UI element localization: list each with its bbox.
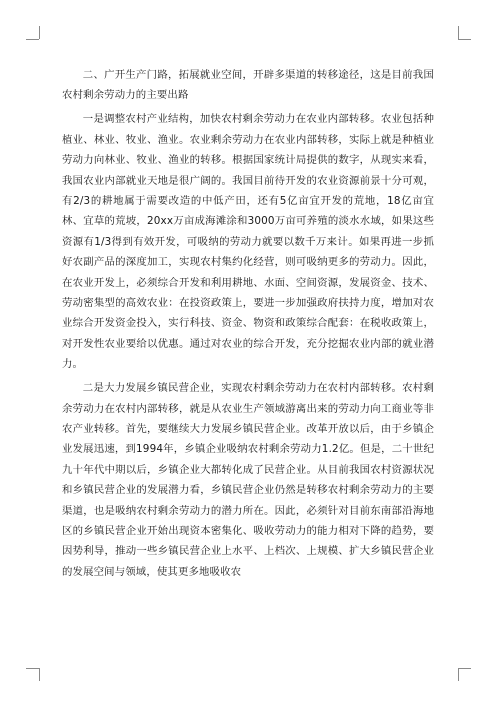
document-body bbox=[62, 65, 434, 586]
body-paragraph-agriculture: 一是调整农村产业结构，加快农村剩余劳动力在农业内部转移。农业包括种植业、林业、牧业、渔业。农业剩余劳动力在农业内部转移，实际上就是种植业劳动力向林业、牧业、渔业的转移。根据国家统计局提供的数字，从现实来看，我国农业内部就业天地是很广阔的。我国目前待开发的农业资源前景十分可观，有2/3的耕地属于需要改造的中低产田，还有5亿亩宜开发的荒地，18亿亩宜林、宜草的荒坡，20xx万亩成海滩涂和3000万亩可养殖的淡水水域，如果这些资源有1/3得到有效开发，可吸纳的劳动力就要以数千万来计。如果再进一步抓好农副产品的深度加工，实现农村集约化经营，则可吸纳更多的劳动力。因此，在农业开发上，必须综合开发和利用耕地、水面、空间资源，发展资金、技术、劳动密集型的高效农业：在投资政策上，要进一步加强政府扶持力度，增加对农业综合开发资金投入，实行科技、资金、物资和政策综合配套：在税收政策上，对开发性农业要给以优惠。通过对农业的综合开发，充分挖掘农业内部的就业潜力。 bbox=[62, 113, 434, 371]
body-paragraph-township-enterprises: 二是大力发展乡镇民营企业，实现农村剩余劳动力在农村内部转移。农村剩余劳动力在农村内部转移，就是从农业生产领域游离出来的劳动力向工商业等非农产业转移。首先，要继续大力发展乡镇民营企业。改革开放以后，由于乡镇企业发展迅速，到1994年，乡镇企业吸纳农村剩余劳动力1.2亿。但是，二十世纪九十年代中期以后，乡镇企业大都转化成了民营企业。从目前我国农村资源状况和乡镇民营企业的发展潜力看，乡镇民营企业仍然是转移农村剩余劳动力的主要渠道，也是吸纳农村剩余劳动力的潜力所在。因此，必须针对目前东南部沿海地区的乡镇民营企业开始出现资本密集化、吸收劳动力的能力相对下降的趋势，要因势利导，推动一些乡镇民营企业上水平、上档次、上规模、扩大乡镇民营企业的发展空间与领域，使其更多地吸收农 bbox=[62, 382, 434, 578]
section-heading-paragraph: 二、广开生产门路，拓展就业空间，开辟多渠道的转移途径，这是目前我国农村剩余劳动力的主要出路 bbox=[62, 69, 434, 102]
